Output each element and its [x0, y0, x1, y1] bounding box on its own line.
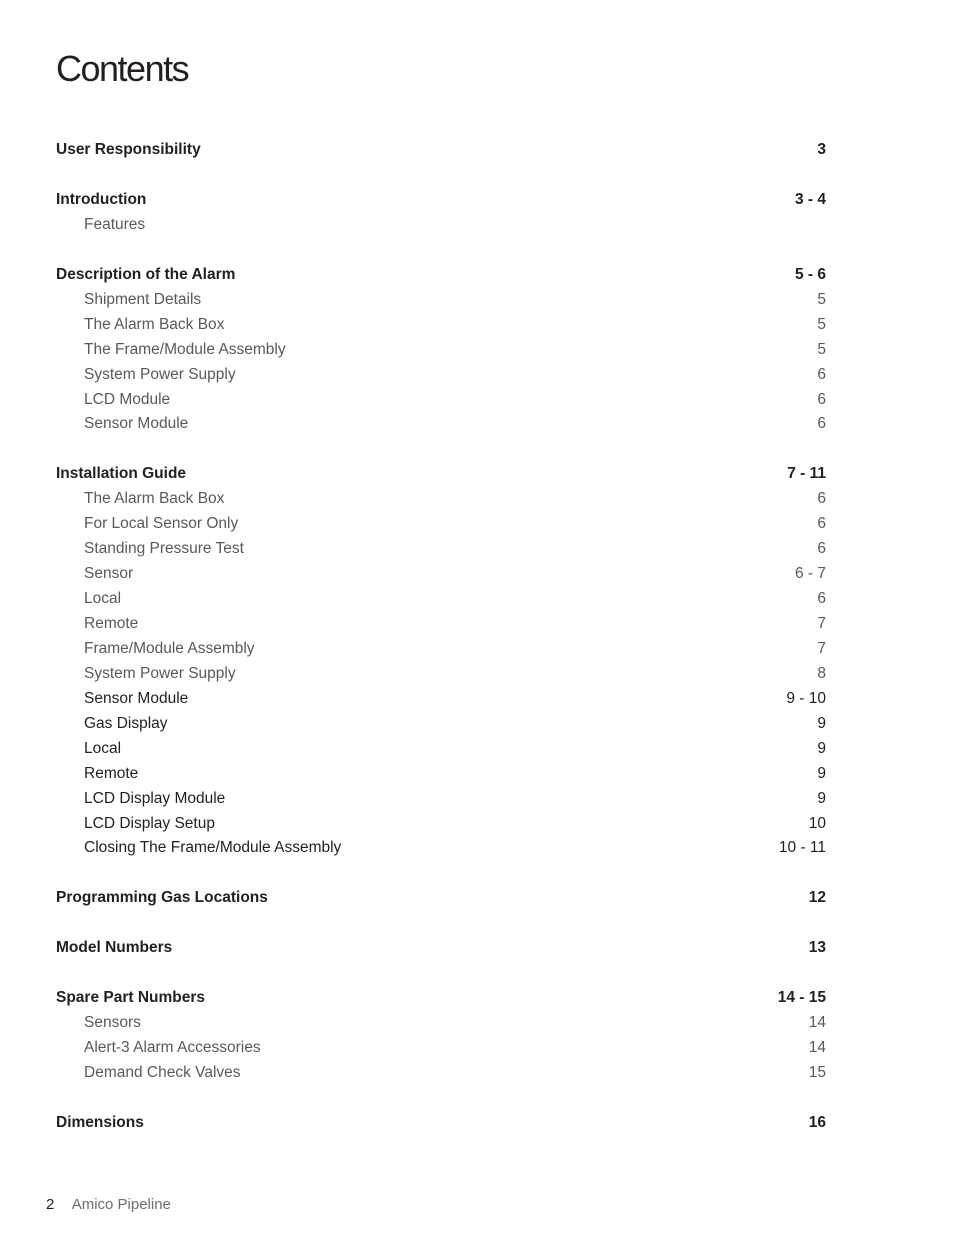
toc-heading-page: 5 - 6 — [794, 265, 826, 283]
toc-subitem-page: 5 — [817, 340, 826, 358]
toc-heading-label: Dimensions — [56, 1114, 144, 1131]
toc-subitem-label: Sensor — [84, 565, 134, 583]
toc-heading-page: 3 - 4 — [794, 190, 826, 208]
toc-heading-label: Introduction — [56, 190, 147, 208]
toc-subitem-label: LCD Display Setup — [84, 814, 215, 832]
toc-subitem-label: For Local Sensor Only — [84, 515, 239, 533]
toc-subitem-row[interactable] — [56, 712, 826, 737]
toc-heading-row[interactable] — [56, 986, 826, 1011]
toc-subitem-label: Remote — [84, 615, 139, 632]
toc-subitem-label: Sensor Module — [84, 415, 189, 433]
toc-section — [56, 936, 826, 961]
toc-subitem-row[interactable] — [56, 787, 826, 812]
toc-heading-label: Spare Part Numbers — [56, 989, 206, 1007]
toc-subitem-label: Sensor Module — [84, 689, 189, 707]
toc-subitem-page: 6 — [817, 365, 826, 383]
toc-subitem-row[interactable] — [56, 637, 826, 662]
toc-subitem-row[interactable] — [56, 836, 826, 861]
toc-subitem-row[interactable] — [56, 1011, 826, 1036]
toc-subitem-label: Alert-3 Alarm Accessories — [84, 1039, 261, 1057]
toc-heading-row[interactable] — [56, 886, 826, 911]
toc-subitem-page: 6 — [817, 415, 826, 433]
toc-subitem-page: 6 — [817, 390, 826, 408]
toc-subitem-page: 7 — [817, 639, 826, 657]
toc-subitem-label: LCD Module — [84, 390, 171, 408]
toc-subitem-page: 7 — [817, 615, 826, 632]
toc-subitem-row[interactable] — [56, 662, 826, 687]
toc-subitem-row[interactable] — [56, 338, 826, 363]
toc-subitem-label: The Frame/Module Assembly — [84, 340, 286, 358]
toc-subitem-label: The Alarm Back Box — [84, 490, 225, 508]
toc-subitem-page: 9 — [817, 789, 826, 807]
table-of-contents — [56, 138, 826, 1161]
toc-heading-row[interactable] — [56, 263, 826, 288]
toc-subitem-page: 14 — [808, 1014, 826, 1032]
toc-subitem-label: Standing Pressure Test — [84, 540, 244, 558]
footer-page-number: 2 — [46, 1196, 55, 1213]
toc-section — [56, 462, 826, 861]
toc-subitem-label: Closing The Frame/Module Assembly — [84, 839, 342, 857]
toc-subitem-page: 9 — [817, 764, 826, 782]
toc-heading-row[interactable] — [56, 462, 826, 487]
toc-subitem-row[interactable] — [56, 213, 826, 238]
toc-subitem-page: 6 — [817, 515, 826, 533]
toc-heading-label: Programming Gas Locations — [56, 889, 268, 907]
toc-subitem-row[interactable] — [56, 587, 826, 612]
toc-heading-row[interactable] — [56, 936, 826, 961]
toc-subitem-row[interactable] — [56, 363, 826, 388]
toc-subitem-label: Demand Check Valves — [84, 1064, 241, 1082]
toc-subitem-row[interactable] — [56, 288, 826, 313]
toc-subitem-row[interactable] — [56, 537, 826, 562]
toc-heading-label: Model Numbers — [56, 939, 173, 957]
toc-section — [56, 886, 826, 911]
toc-subitem-row[interactable] — [56, 313, 826, 338]
toc-subitem-row[interactable] — [56, 1061, 826, 1086]
toc-heading-page: 7 - 11 — [787, 465, 826, 483]
toc-subitem-row[interactable] — [56, 812, 826, 837]
toc-subitem-page: 10 — [808, 814, 826, 832]
toc-heading-page: 12 — [808, 889, 826, 907]
toc-section — [56, 138, 826, 163]
toc-subitem-page: 15 — [808, 1064, 826, 1082]
toc-subitem-label: System Power Supply — [84, 365, 236, 383]
toc-subitem-row[interactable] — [56, 487, 826, 512]
toc-subitem-page: 6 — [817, 590, 826, 608]
toc-subitem-page: 5 — [817, 290, 826, 308]
toc-subitem-label: Shipment Details — [84, 290, 202, 308]
toc-subitem-page: 6 — [817, 540, 826, 558]
toc-subitem-label: Sensors — [84, 1014, 141, 1032]
toc-subitem-row[interactable] — [56, 562, 826, 587]
toc-subitem-page: 6 — [817, 490, 826, 508]
toc-subitem-label: The Alarm Back Box — [84, 315, 225, 333]
toc-subitem-row[interactable] — [56, 687, 826, 712]
toc-section — [56, 263, 826, 438]
toc-heading-row[interactable] — [56, 1111, 826, 1136]
page-footer — [46, 1196, 171, 1213]
toc-section — [56, 1111, 826, 1136]
toc-subitem-page: 5 — [817, 315, 826, 333]
toc-subitem-row[interactable] — [56, 737, 826, 762]
page-title: Contents — [56, 48, 189, 89]
toc-section — [56, 986, 826, 1086]
toc-subitem-page: 14 — [808, 1039, 826, 1057]
toc-subitem-row[interactable] — [56, 388, 826, 413]
toc-subitem-label: System Power Supply — [84, 664, 236, 682]
toc-subitem-page: 10 - 11 — [778, 839, 826, 857]
toc-heading-label: Description of the Alarm — [56, 265, 236, 283]
toc-subitem-label: Gas Display — [84, 714, 168, 732]
toc-subitem-label: Frame/Module Assembly — [84, 639, 255, 657]
toc-subitem-row[interactable] — [56, 512, 826, 537]
toc-subitem-page: 6 - 7 — [794, 565, 826, 583]
toc-heading-label: Installation Guide — [56, 465, 187, 483]
toc-subitem-page: 8 — [817, 664, 826, 682]
toc-subitem-row[interactable] — [56, 412, 826, 437]
toc-subitem-page: 9 - 10 — [786, 689, 826, 707]
toc-heading-page: 3 — [817, 141, 826, 158]
toc-heading-row[interactable] — [56, 188, 826, 213]
toc-subitem-label: Features — [84, 215, 146, 233]
footer-brand: Amico Pipeline — [71, 1196, 171, 1213]
toc-section — [56, 188, 826, 238]
toc-heading-row[interactable] — [56, 138, 826, 163]
toc-heading-page: 13 — [808, 939, 826, 957]
toc-heading-page: 16 — [808, 1114, 826, 1131]
toc-subitem-page: 9 — [817, 739, 826, 757]
toc-subitem-page: 9 — [817, 714, 826, 732]
toc-subitem-label: Remote — [84, 764, 139, 782]
toc-subitem-label: LCD Display Module — [84, 789, 226, 807]
toc-heading-page: 14 - 15 — [777, 989, 826, 1007]
toc-subitem-row[interactable] — [56, 762, 826, 787]
toc-subitem-label: Local — [84, 739, 122, 757]
toc-subitem-row[interactable] — [56, 1036, 826, 1061]
toc-subitem-label: Local — [84, 590, 122, 608]
toc-subitem-row[interactable] — [56, 612, 826, 637]
toc-heading-label: User Responsibility — [56, 141, 201, 158]
